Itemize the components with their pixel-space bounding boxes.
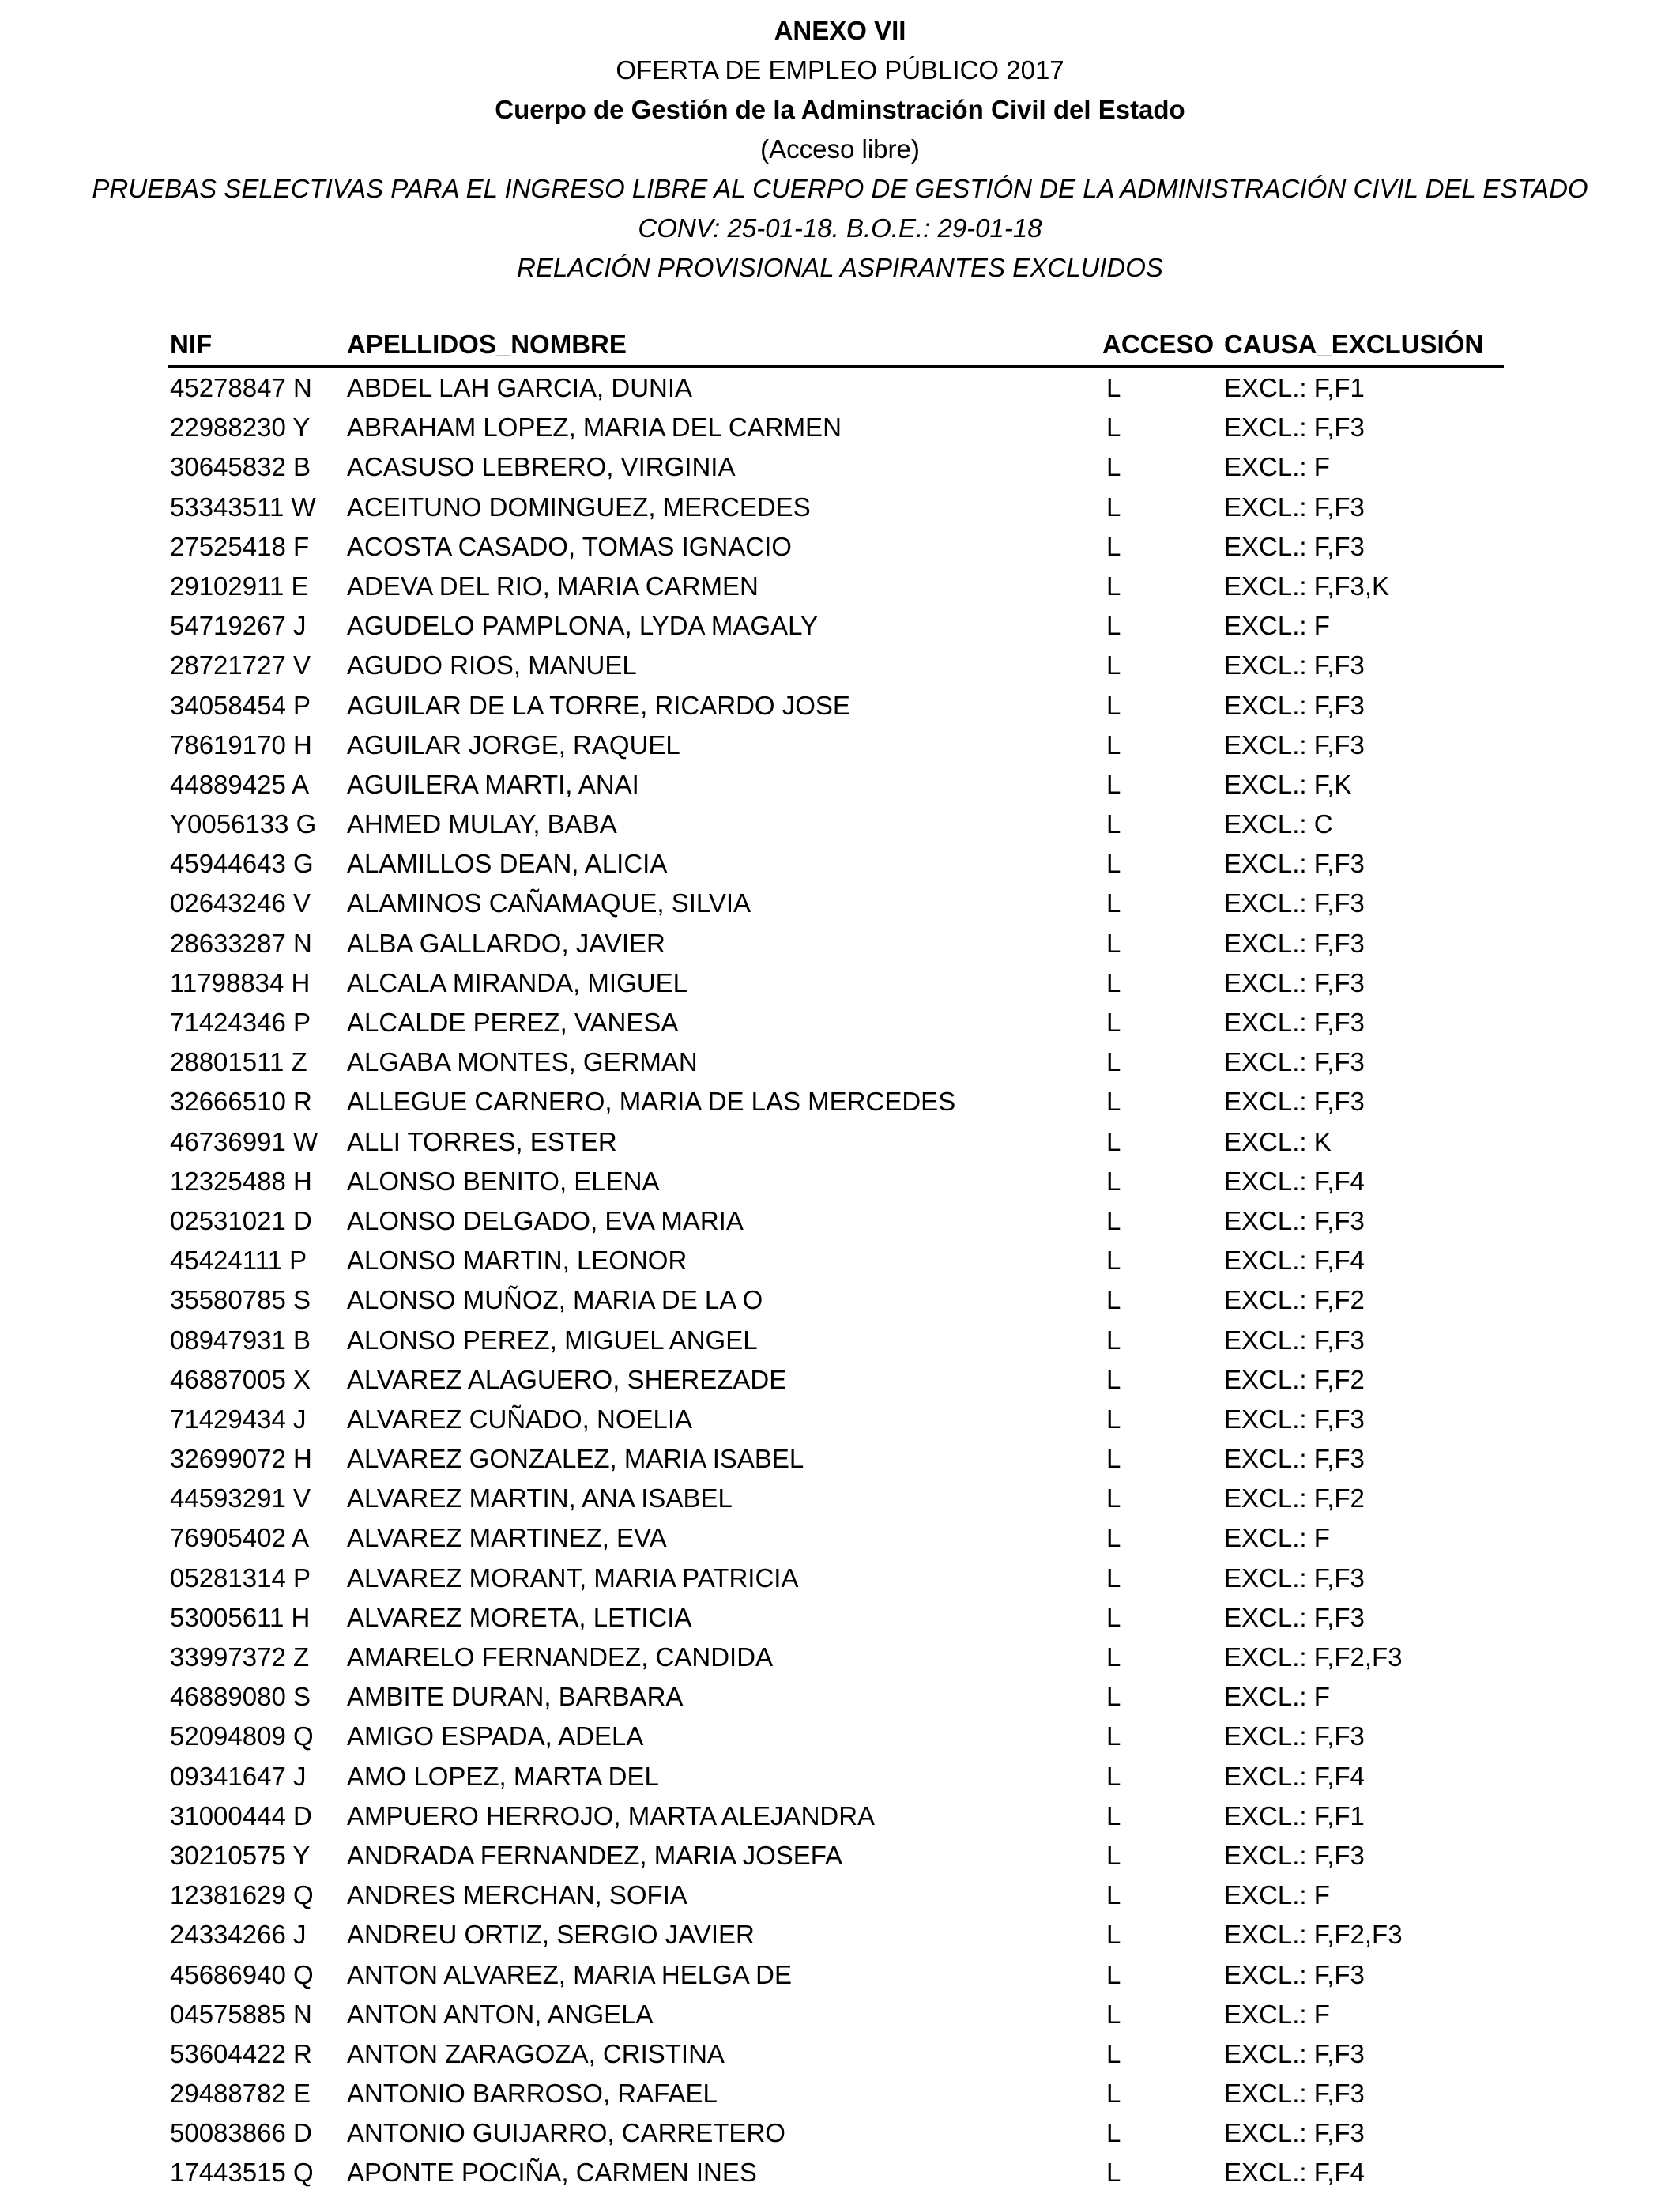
cell-nif: 28801511 Z bbox=[170, 1047, 307, 1077]
cell-cause: EXCL.: F,F3 bbox=[1224, 2118, 1365, 2148]
cell-nif: 44593291 V bbox=[170, 1483, 311, 1514]
table-row bbox=[168, 368, 1504, 408]
cell-name: ALVAREZ ALAGUERO, SHEREZADE bbox=[347, 1364, 787, 1394]
cell-cause: EXCL.: F,F4 bbox=[1224, 1761, 1365, 1791]
cell-access: L bbox=[1106, 531, 1121, 561]
cell-cause: EXCL.: F bbox=[1224, 1682, 1330, 1712]
column-header-nif: NIF bbox=[170, 330, 213, 359]
cell-cause: EXCL.: F,F2 bbox=[1224, 1483, 1365, 1514]
cell-nif: 34058454 P bbox=[170, 690, 311, 720]
table-row bbox=[168, 1082, 1504, 1122]
cell-access: L bbox=[1106, 769, 1121, 799]
column-header-cause: CAUSA_EXCLUSIÓN bbox=[1224, 330, 1484, 359]
cell-nif: 45278847 N bbox=[170, 373, 312, 402]
cell-name: AMO LOPEZ, MARTA DEL bbox=[347, 1761, 659, 1791]
cell-nif: 54719267 J bbox=[170, 611, 307, 641]
table-row bbox=[168, 2113, 1504, 2153]
table-row bbox=[168, 1796, 1504, 1836]
cell-access: L bbox=[1106, 729, 1121, 760]
table-row bbox=[168, 488, 1504, 527]
cell-name: ALONSO PEREZ, MIGUEL ANGEL bbox=[347, 1325, 758, 1355]
cell-access: L bbox=[1106, 1761, 1121, 1791]
cell-access: L bbox=[1106, 2158, 1121, 2188]
table-row bbox=[168, 844, 1504, 884]
cell-nif: Y0056133 G bbox=[170, 809, 317, 839]
cell-nif: 45944643 G bbox=[170, 849, 314, 879]
cell-name: APONTE POCIÑA, CARMEN INES bbox=[347, 2158, 757, 2188]
table-row bbox=[168, 2153, 1504, 2192]
cell-name: ANTON ANTON, ANGELA bbox=[347, 1999, 654, 2029]
table-row bbox=[168, 646, 1504, 685]
cell-nif: 53343511 W bbox=[170, 492, 316, 522]
table-row bbox=[168, 1479, 1504, 1518]
cell-name: ALBA GALLARDO, JAVIER bbox=[347, 928, 665, 958]
table-row bbox=[168, 1162, 1504, 1201]
cell-access: L bbox=[1106, 809, 1121, 839]
table-row bbox=[168, 567, 1504, 606]
cell-access: L bbox=[1106, 1047, 1121, 1077]
cell-cause: EXCL.: F,F1 bbox=[1224, 1800, 1365, 1830]
cell-name: ALVAREZ MARTIN, ANA ISABEL bbox=[347, 1483, 733, 1514]
cell-name: ALONSO BENITO, ELENA bbox=[347, 1166, 660, 1196]
cell-nif: 17443515 Q bbox=[170, 2158, 314, 2188]
table-row bbox=[168, 805, 1504, 844]
cell-access: L bbox=[1106, 1008, 1121, 1037]
cell-access: L bbox=[1106, 611, 1121, 641]
cell-access: L bbox=[1106, 1642, 1121, 1672]
cell-nif: 52094809 Q bbox=[170, 1721, 314, 1751]
cell-name: AGUDO RIOS, MANUEL bbox=[347, 650, 637, 680]
access-type: (Acceso libre) bbox=[760, 134, 920, 164]
cell-nif: 71424346 P bbox=[170, 1008, 311, 1037]
table-row bbox=[168, 1875, 1504, 1915]
cell-access: L bbox=[1106, 1364, 1121, 1394]
cell-cause: EXCL.: F,F4 bbox=[1224, 2158, 1365, 2188]
table-row bbox=[168, 1042, 1504, 1082]
cell-name: AMIGO ESPADA, ADELA bbox=[347, 1721, 644, 1751]
cell-name: ACOSTA CASADO, TOMAS IGNACIO bbox=[347, 531, 792, 561]
cell-access: L bbox=[1106, 1563, 1121, 1593]
cell-name: ANTONIO BARROSO, RAFAEL bbox=[347, 2079, 718, 2109]
cell-access: L bbox=[1106, 1166, 1121, 1196]
table-row bbox=[168, 1518, 1504, 1558]
cell-access: L bbox=[1106, 1404, 1121, 1434]
cell-access: L bbox=[1106, 888, 1121, 918]
cell-cause: EXCL.: F,F3 bbox=[1224, 928, 1365, 958]
cell-access: L bbox=[1106, 492, 1121, 522]
cell-name: ALLEGUE CARNERO, MARIA DE LAS MERCEDES bbox=[347, 1087, 956, 1117]
cell-name: AMPUERO HERROJO, MARTA ALEJANDRA bbox=[347, 1800, 876, 1830]
cell-access: L bbox=[1106, 2038, 1121, 2068]
table-row bbox=[168, 1400, 1504, 1439]
cell-access: L bbox=[1106, 1880, 1121, 1910]
cell-cause: EXCL.: F,F4 bbox=[1224, 1246, 1365, 1276]
body-title: Cuerpo de Gestión de la Adminstración Civil del Estado bbox=[495, 95, 1185, 124]
cell-nif: 12381629 Q bbox=[170, 1880, 314, 1910]
cell-cause: EXCL.: K bbox=[1224, 1126, 1332, 1156]
cell-cause: EXCL.: F,F3 bbox=[1224, 413, 1365, 443]
cell-name: AMARELO FERNANDEZ, CANDIDA bbox=[347, 1642, 774, 1672]
exam-description: PRUEBAS SELECTIVAS PARA EL INGRESO LIBRE AL CUERPO DE GESTIÓN DE LA ADMINISTRACIÓN CIVIL DEL ESTADO bbox=[92, 174, 1588, 203]
cell-nif: 53005611 H bbox=[170, 1602, 311, 1632]
cell-name: ANTONIO GUIJARRO, CARRETERO bbox=[347, 2118, 785, 2148]
cell-nif: 35580785 S bbox=[170, 1285, 311, 1315]
table-row bbox=[168, 1598, 1504, 1638]
cell-name: ALVAREZ MORETA, LETICIA bbox=[347, 1602, 692, 1632]
cell-cause: EXCL.: F,F3 bbox=[1224, 1325, 1365, 1355]
cell-nif: 29488782 E bbox=[170, 2079, 311, 2109]
cell-cause: EXCL.: F bbox=[1224, 611, 1330, 641]
table-row bbox=[168, 1122, 1504, 1162]
table-row bbox=[168, 1360, 1504, 1400]
cell-nif: 04575885 N bbox=[170, 1999, 312, 2029]
cell-cause: EXCL.: F bbox=[1224, 1880, 1330, 1910]
cell-cause: EXCL.: F,F3 bbox=[1224, 967, 1365, 997]
cell-nif: 09341647 J bbox=[170, 1761, 307, 1791]
cell-nif: 27525418 F bbox=[170, 531, 310, 561]
table-row bbox=[168, 1995, 1504, 2034]
table-row bbox=[168, 1955, 1504, 1995]
table-row bbox=[168, 1003, 1504, 1042]
cell-access: L bbox=[1106, 571, 1121, 601]
table-row bbox=[168, 408, 1504, 447]
cell-name: ANDRES MERCHAN, SOFIA bbox=[347, 1880, 687, 1910]
table-row bbox=[168, 1836, 1504, 1875]
table-row bbox=[168, 1280, 1504, 1320]
cell-nif: 30645832 B bbox=[170, 452, 311, 482]
cell-access: L bbox=[1106, 1920, 1121, 1950]
cell-name: AGUILAR JORGE, RAQUEL bbox=[347, 729, 680, 760]
cell-cause: EXCL.: F,F4 bbox=[1224, 1166, 1365, 1196]
cell-access: L bbox=[1106, 1999, 1121, 2029]
cell-access: L bbox=[1106, 1325, 1121, 1355]
table-row bbox=[168, 1717, 1504, 1756]
cell-cause: EXCL.: F,F3 bbox=[1224, 2038, 1365, 2068]
cell-name: ALGABA MONTES, GERMAN bbox=[347, 1047, 698, 1077]
cell-access: L bbox=[1106, 2118, 1121, 2148]
cell-access: L bbox=[1106, 1444, 1121, 1474]
cell-cause: EXCL.: F bbox=[1224, 1523, 1330, 1553]
cell-access: L bbox=[1106, 1602, 1121, 1632]
table-row bbox=[168, 884, 1504, 923]
cell-cause: EXCL.: F,F3 bbox=[1224, 1087, 1365, 1117]
cell-nif: 76905402 A bbox=[170, 1523, 310, 1553]
cell-cause: EXCL.: F,F3 bbox=[1224, 1959, 1365, 1989]
cell-cause: EXCL.: F,F2,F3 bbox=[1224, 1920, 1403, 1950]
cell-access: L bbox=[1106, 373, 1121, 402]
table-row bbox=[168, 447, 1504, 487]
cell-access: L bbox=[1106, 1840, 1121, 1870]
cell-cause: EXCL.: F,F3 bbox=[1224, 531, 1365, 561]
cell-name: ALVAREZ GONZALEZ, MARIA ISABEL bbox=[347, 1444, 804, 1474]
cell-nif: 11798834 H bbox=[170, 967, 311, 997]
table-header bbox=[168, 324, 1504, 368]
cell-nif: 46889080 S bbox=[170, 1682, 311, 1712]
table-body bbox=[168, 368, 1504, 2193]
cell-access: L bbox=[1106, 1246, 1121, 1276]
cell-access: L bbox=[1106, 967, 1121, 997]
cell-access: L bbox=[1106, 650, 1121, 680]
table-row bbox=[168, 606, 1504, 646]
cell-nif: 05281314 P bbox=[170, 1563, 311, 1593]
cell-cause: EXCL.: F,F3 bbox=[1224, 1404, 1365, 1434]
cell-nif: 32666510 R bbox=[170, 1087, 312, 1117]
cell-access: L bbox=[1106, 1800, 1121, 1830]
cell-cause: EXCL.: F,K bbox=[1224, 769, 1352, 799]
cell-name: ALAMINOS CAÑAMAQUE, SILVIA bbox=[347, 888, 751, 918]
cell-access: L bbox=[1106, 849, 1121, 879]
offer-title: OFERTA DE EMPLEO PÚBLICO 2017 bbox=[616, 55, 1064, 85]
cell-cause: EXCL.: F,F3 bbox=[1224, 2079, 1365, 2109]
cell-name: ABRAHAM LOPEZ, MARIA DEL CARMEN bbox=[347, 413, 842, 443]
cell-name: ANDREU ORTIZ, SERGIO JAVIER bbox=[347, 1920, 755, 1950]
cell-name: ALCALA MIRANDA, MIGUEL bbox=[347, 967, 687, 997]
table-row bbox=[168, 726, 1504, 765]
cell-name: ALONSO MUÑOZ, MARIA DE LA O bbox=[347, 1285, 763, 1315]
cell-nif: 44889425 A bbox=[170, 769, 310, 799]
cell-nif: 02531021 D bbox=[170, 1205, 312, 1235]
cell-name: AHMED MULAY, BABA bbox=[347, 809, 617, 839]
table-row bbox=[168, 686, 1504, 726]
excluded-candidates-table bbox=[168, 324, 1504, 2193]
cell-cause: EXCL.: F,F3 bbox=[1224, 492, 1365, 522]
table-row bbox=[168, 1677, 1504, 1717]
document-header bbox=[0, 11, 1680, 288]
cell-name: ANTON ZARAGOZA, CRISTINA bbox=[347, 2038, 725, 2068]
cell-cause: EXCL.: F,F3 bbox=[1224, 690, 1365, 720]
table-row bbox=[168, 1439, 1504, 1479]
cell-nif: 12325488 H bbox=[170, 1166, 312, 1196]
cell-nif: 24334266 J bbox=[170, 1920, 307, 1950]
cell-nif: 28721727 V bbox=[170, 650, 311, 680]
cell-nif: 30210575 Y bbox=[170, 1840, 311, 1870]
cell-access: L bbox=[1106, 452, 1121, 482]
cell-nif: 46736991 W bbox=[170, 1126, 318, 1156]
cell-nif: 31000444 D bbox=[170, 1800, 312, 1830]
table-row bbox=[168, 2074, 1504, 2113]
annex-title: ANEXO VII bbox=[774, 16, 906, 45]
table-row bbox=[168, 1201, 1504, 1241]
cell-nif: 71429434 J bbox=[170, 1404, 307, 1434]
cell-nif: 32699072 H bbox=[170, 1444, 312, 1474]
cell-name: ALLI TORRES, ESTER bbox=[347, 1126, 617, 1156]
table-row bbox=[168, 2034, 1504, 2074]
cell-name: ALCALDE PEREZ, VANESA bbox=[347, 1008, 679, 1037]
cell-access: L bbox=[1106, 690, 1121, 720]
table-row bbox=[168, 765, 1504, 805]
cell-cause: EXCL.: F,F2,F3 bbox=[1224, 1642, 1403, 1672]
cell-cause: EXCL.: F,F3 bbox=[1224, 650, 1365, 680]
cell-access: L bbox=[1106, 2079, 1121, 2109]
cell-access: L bbox=[1106, 1087, 1121, 1117]
cell-nif: 29102911 E bbox=[170, 571, 309, 601]
cell-nif: 53604422 R bbox=[170, 2038, 312, 2068]
convocation-dates: CONV: 25-01-18. B.O.E.: 29-01-18 bbox=[638, 213, 1042, 243]
cell-access: L bbox=[1106, 1959, 1121, 1989]
table-row bbox=[168, 963, 1504, 1003]
cell-name: ACASUSO LEBRERO, VIRGINIA bbox=[347, 452, 736, 482]
cell-name: ADEVA DEL RIO, MARIA CARMEN bbox=[347, 571, 759, 601]
cell-cause: EXCL.: F,F3 bbox=[1224, 1008, 1365, 1037]
table-row bbox=[168, 924, 1504, 963]
cell-nif: 78619170 H bbox=[170, 729, 312, 760]
cell-name: ALONSO MARTIN, LEONOR bbox=[347, 1246, 687, 1276]
table-row bbox=[168, 527, 1504, 567]
cell-name: ALVAREZ CUÑADO, NOELIA bbox=[347, 1404, 693, 1434]
cell-cause: EXCL.: F,F3 bbox=[1224, 1444, 1365, 1474]
cell-nif: 28633287 N bbox=[170, 928, 312, 958]
cell-name: ALONSO DELGADO, EVA MARIA bbox=[347, 1205, 744, 1235]
cell-name: ABDEL LAH GARCIA, DUNIA bbox=[347, 373, 693, 402]
cell-name: AGUILERA MARTI, ANAI bbox=[347, 769, 639, 799]
cell-access: L bbox=[1106, 413, 1121, 443]
cell-nif: 50083866 D bbox=[170, 2118, 312, 2148]
cell-nif: 02643246 V bbox=[170, 888, 311, 918]
cell-access: L bbox=[1106, 1126, 1121, 1156]
cell-cause: EXCL.: F,F3 bbox=[1224, 1602, 1365, 1632]
cell-cause: EXCL.: F bbox=[1224, 452, 1330, 482]
cell-access: L bbox=[1106, 1483, 1121, 1514]
cell-nif: 46887005 X bbox=[170, 1364, 311, 1394]
cell-name: ALVAREZ MARTINEZ, EVA bbox=[347, 1523, 667, 1553]
cell-cause: EXCL.: F,F2 bbox=[1224, 1285, 1365, 1315]
cell-name: AGUILAR DE LA TORRE, RICARDO JOSE bbox=[347, 690, 850, 720]
cell-nif: 33997372 Z bbox=[170, 1642, 310, 1672]
cell-access: L bbox=[1106, 1721, 1121, 1751]
cell-cause: EXCL.: F,F1 bbox=[1224, 373, 1365, 402]
cell-cause: EXCL.: F,F2 bbox=[1224, 1364, 1365, 1394]
cell-cause: EXCL.: F,F3 bbox=[1224, 1840, 1365, 1870]
cell-name: ACEITUNO DOMINGUEZ, MERCEDES bbox=[347, 492, 811, 522]
cell-cause: EXCL.: F bbox=[1224, 1999, 1330, 2029]
cell-access: L bbox=[1106, 928, 1121, 958]
cell-access: L bbox=[1106, 1205, 1121, 1235]
cell-name: AMBITE DURAN, BARBARA bbox=[347, 1682, 684, 1712]
cell-cause: EXCL.: F,F3 bbox=[1224, 1563, 1365, 1593]
cell-name: ALVAREZ MORANT, MARIA PATRICIA bbox=[347, 1563, 799, 1593]
table-row bbox=[168, 1757, 1504, 1796]
column-header-name: APELLIDOS_NOMBRE bbox=[347, 330, 627, 359]
cell-name: ANTON ALVAREZ, MARIA HELGA DE bbox=[347, 1959, 792, 1989]
cell-cause: EXCL.: F,F3 bbox=[1224, 1721, 1365, 1751]
cell-name: ANDRADA FERNANDEZ, MARIA JOSEFA bbox=[347, 1840, 843, 1870]
cell-access: L bbox=[1106, 1285, 1121, 1315]
cell-cause: EXCL.: F,F3 bbox=[1224, 849, 1365, 879]
table-row bbox=[168, 1559, 1504, 1598]
cell-access: L bbox=[1106, 1523, 1121, 1553]
cell-cause: EXCL.: F,F3 bbox=[1224, 888, 1365, 918]
cell-nif: 45424111 P bbox=[170, 1246, 307, 1276]
table-row bbox=[168, 1915, 1504, 1955]
cell-cause: EXCL.: C bbox=[1224, 809, 1333, 839]
table-row bbox=[168, 1321, 1504, 1360]
cell-nif: 08947931 B bbox=[170, 1325, 311, 1355]
table-row bbox=[168, 1241, 1504, 1280]
table-row bbox=[168, 1638, 1504, 1677]
cell-nif: 45686940 Q bbox=[170, 1959, 314, 1989]
cell-name: ALAMILLOS DEAN, ALICIA bbox=[347, 849, 668, 879]
list-title: RELACIÓN PROVISIONAL ASPIRANTES EXCLUIDOS bbox=[517, 253, 1163, 282]
column-header-access: ACCESO bbox=[1102, 330, 1215, 359]
cell-nif: 22988230 Y bbox=[170, 413, 311, 443]
cell-name: AGUDELO PAMPLONA, LYDA MAGALY bbox=[347, 611, 819, 641]
cell-cause: EXCL.: F,F3,K bbox=[1224, 571, 1390, 601]
cell-access: L bbox=[1106, 1682, 1121, 1712]
cell-cause: EXCL.: F,F3 bbox=[1224, 1047, 1365, 1077]
cell-cause: EXCL.: F,F3 bbox=[1224, 1205, 1365, 1235]
cell-cause: EXCL.: F,F3 bbox=[1224, 729, 1365, 760]
